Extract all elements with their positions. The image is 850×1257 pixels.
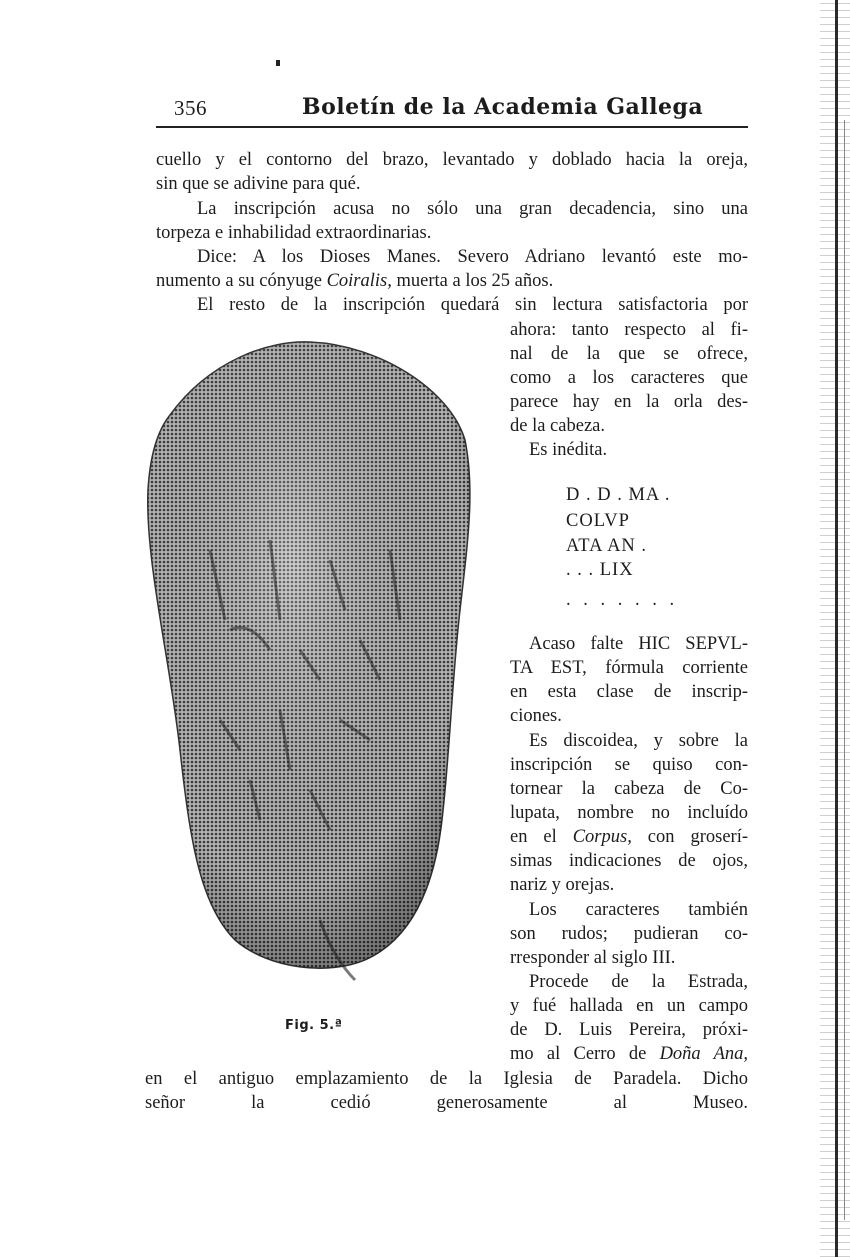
column-line: son rudos; pudieran co- <box>510 924 748 944</box>
column-line: Acaso falte HIC SEPVL- <box>529 634 748 654</box>
column-line: simas indicaciones de ojos, <box>510 851 748 871</box>
inscription-line: . . . LIX <box>566 560 634 580</box>
column-line <box>510 825 748 849</box>
text-line: sin que se adivine para qué. <box>156 174 361 194</box>
column-line: como a los caracteres que <box>510 368 748 388</box>
column-line: rresponder al siglo III. <box>510 948 676 968</box>
column-line: lupata, nombre no incluído <box>510 803 748 823</box>
text-span: mo al Cerro de <box>510 1044 660 1064</box>
column-line: Es inédita. <box>529 440 608 460</box>
column-line: Es discoidea, y sobre la <box>529 731 748 751</box>
column-line: de D. Luis Pereira, próxi- <box>510 1020 748 1040</box>
column-line: de la cabeza. <box>510 416 605 436</box>
text-line: La inscripción acusa no sólo una gran decadencia, sino una <box>197 199 748 219</box>
text-line: torpeza e inhabilidad extraordinarias. <box>156 223 432 243</box>
inscription-line: D . D . MA . <box>566 485 671 505</box>
column-line: tornear la cabeza de Co- <box>510 779 748 799</box>
italic-name-coiralis: Coiralis, <box>326 271 392 291</box>
stele-photograph <box>130 320 490 1000</box>
italic-dona-ana: Doña Ana, <box>659 1044 749 1064</box>
figure-caption: Fig. 5.ª <box>285 1018 343 1033</box>
column-line: ciones. <box>510 706 562 726</box>
text-span: muerta a los 25 años. <box>391 271 554 291</box>
column-line: Los caracteres también <box>529 900 748 920</box>
column-line: nal de la que se ofrece, <box>510 344 748 364</box>
running-title: Boletín de la Academia Gallega <box>302 94 704 120</box>
column-line: TA EST, fórmula corriente <box>510 658 748 678</box>
column-line: nariz y orejas. <box>510 875 615 895</box>
page-edge-line-thin <box>844 120 845 1220</box>
column-line: ahora: tanto respecto al fi- <box>510 320 748 340</box>
column-line <box>510 1042 748 1066</box>
text-line: en el antiguo emplazamiento de la Iglesia de Paradela. Dicho <box>145 1069 748 1089</box>
text-line: El resto de la inscripción quedará sin lectura satisfactoria por <box>197 295 748 315</box>
column-line: Procede de la Estrada, <box>529 972 748 992</box>
text-line: señor la cedió generosamente al Museo. <box>145 1093 748 1113</box>
text-span: numento a su cónyuge <box>156 271 327 291</box>
column-line: parece hay en la orla des- <box>510 392 748 412</box>
column-line: inscripción se quiso con- <box>510 755 748 775</box>
text-line: cuello y el contorno del brazo, levantado y doblado hacia la oreja, <box>156 150 748 170</box>
column-line: y fué hallada en un campo <box>510 996 748 1016</box>
page-number: 356 <box>174 96 207 120</box>
scan-speck <box>276 60 280 66</box>
italic-corpus: Corpus, <box>572 827 632 847</box>
inscription-line: COLVP <box>566 511 630 531</box>
inscription-line: ATA AN . <box>566 536 648 556</box>
text-span: con groserí- <box>631 827 748 847</box>
text-line <box>156 269 748 293</box>
header-rule <box>156 126 748 128</box>
page-edge-line <box>835 0 838 1257</box>
text-line: Dice: A los Dioses Manes. Severo Adriano levantó este mo- <box>197 247 748 267</box>
text-span: en el <box>510 827 573 847</box>
column-line: en esta clase de inscrip- <box>510 682 748 702</box>
inscription-dots: . . . . . . . <box>566 590 679 610</box>
